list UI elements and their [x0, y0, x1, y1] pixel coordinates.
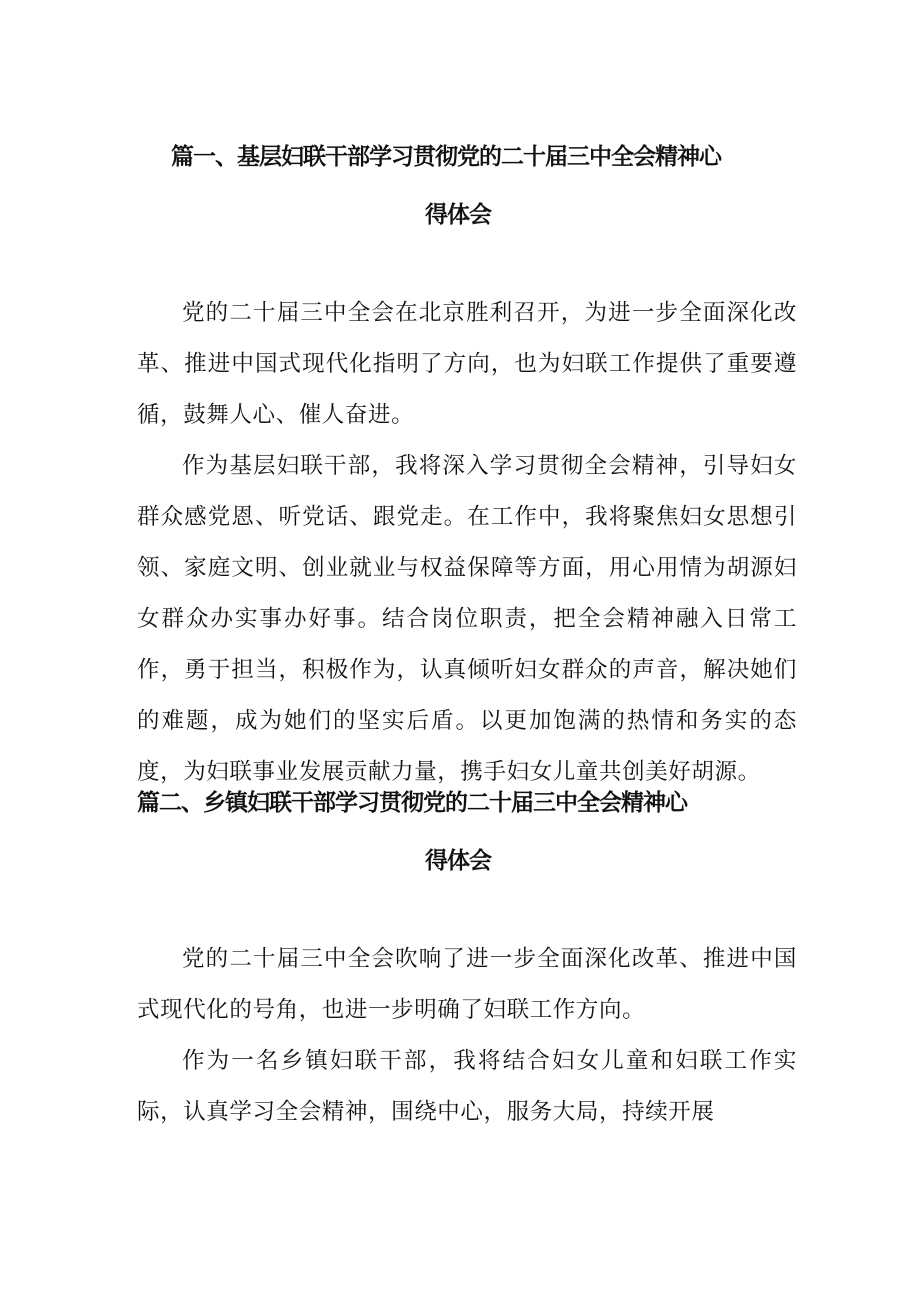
section2-title-line2: 得体会 — [425, 848, 491, 874]
section1-title-line2: 得体会 — [425, 202, 491, 228]
section2-title-line1: 篇二、乡镇妇联干部学习贯彻党的二十届三中全会精神心 — [137, 790, 687, 816]
section2-paragraph-2: 作为一名乡镇妇联干部，我将结合妇女儿童和妇联工作实际，认真学习全会精神，围绕中心，服务大局，持续开展 — [137, 1048, 797, 1125]
section2-paragraph-1: 党的二十届三中全会吹响了进一步全面深化改革、推进中国式现代化的号角，也进一步明确了妇联工作方向。 — [137, 946, 797, 1023]
section1-title-line1: 篇一、基层妇联干部学习贯彻党的二十届三中全会精神心 — [171, 144, 721, 170]
section1-paragraph-1: 党的二十届三中全会在北京胜利召开，为进一步全面深化改革、推进中国式现代化指明了方向，也为妇联工作提供了重要遵循，鼓舞人心、催人奋进。 — [137, 300, 797, 428]
section1-paragraph-2: 作为基层妇联干部，我将深入学习贯彻全会精神，引导妇女群众感党恩、听党话、跟党走。在工作中，我将聚焦妇女思想引领、家庭文明、创业就业与权益保障等方面，用心用情为胡源妇女群众办实事办好事。结合岗位职责，把全会精神融入日常工作，勇于担当，积极作为，认真倾听妇女群众的声音，解决她们的难题，成为她们的坚实后盾。以更加饱满的热情和务实的态度，为妇联事业发展贡献力量，携手妇女儿童共创美好胡源。 — [137, 453, 797, 785]
